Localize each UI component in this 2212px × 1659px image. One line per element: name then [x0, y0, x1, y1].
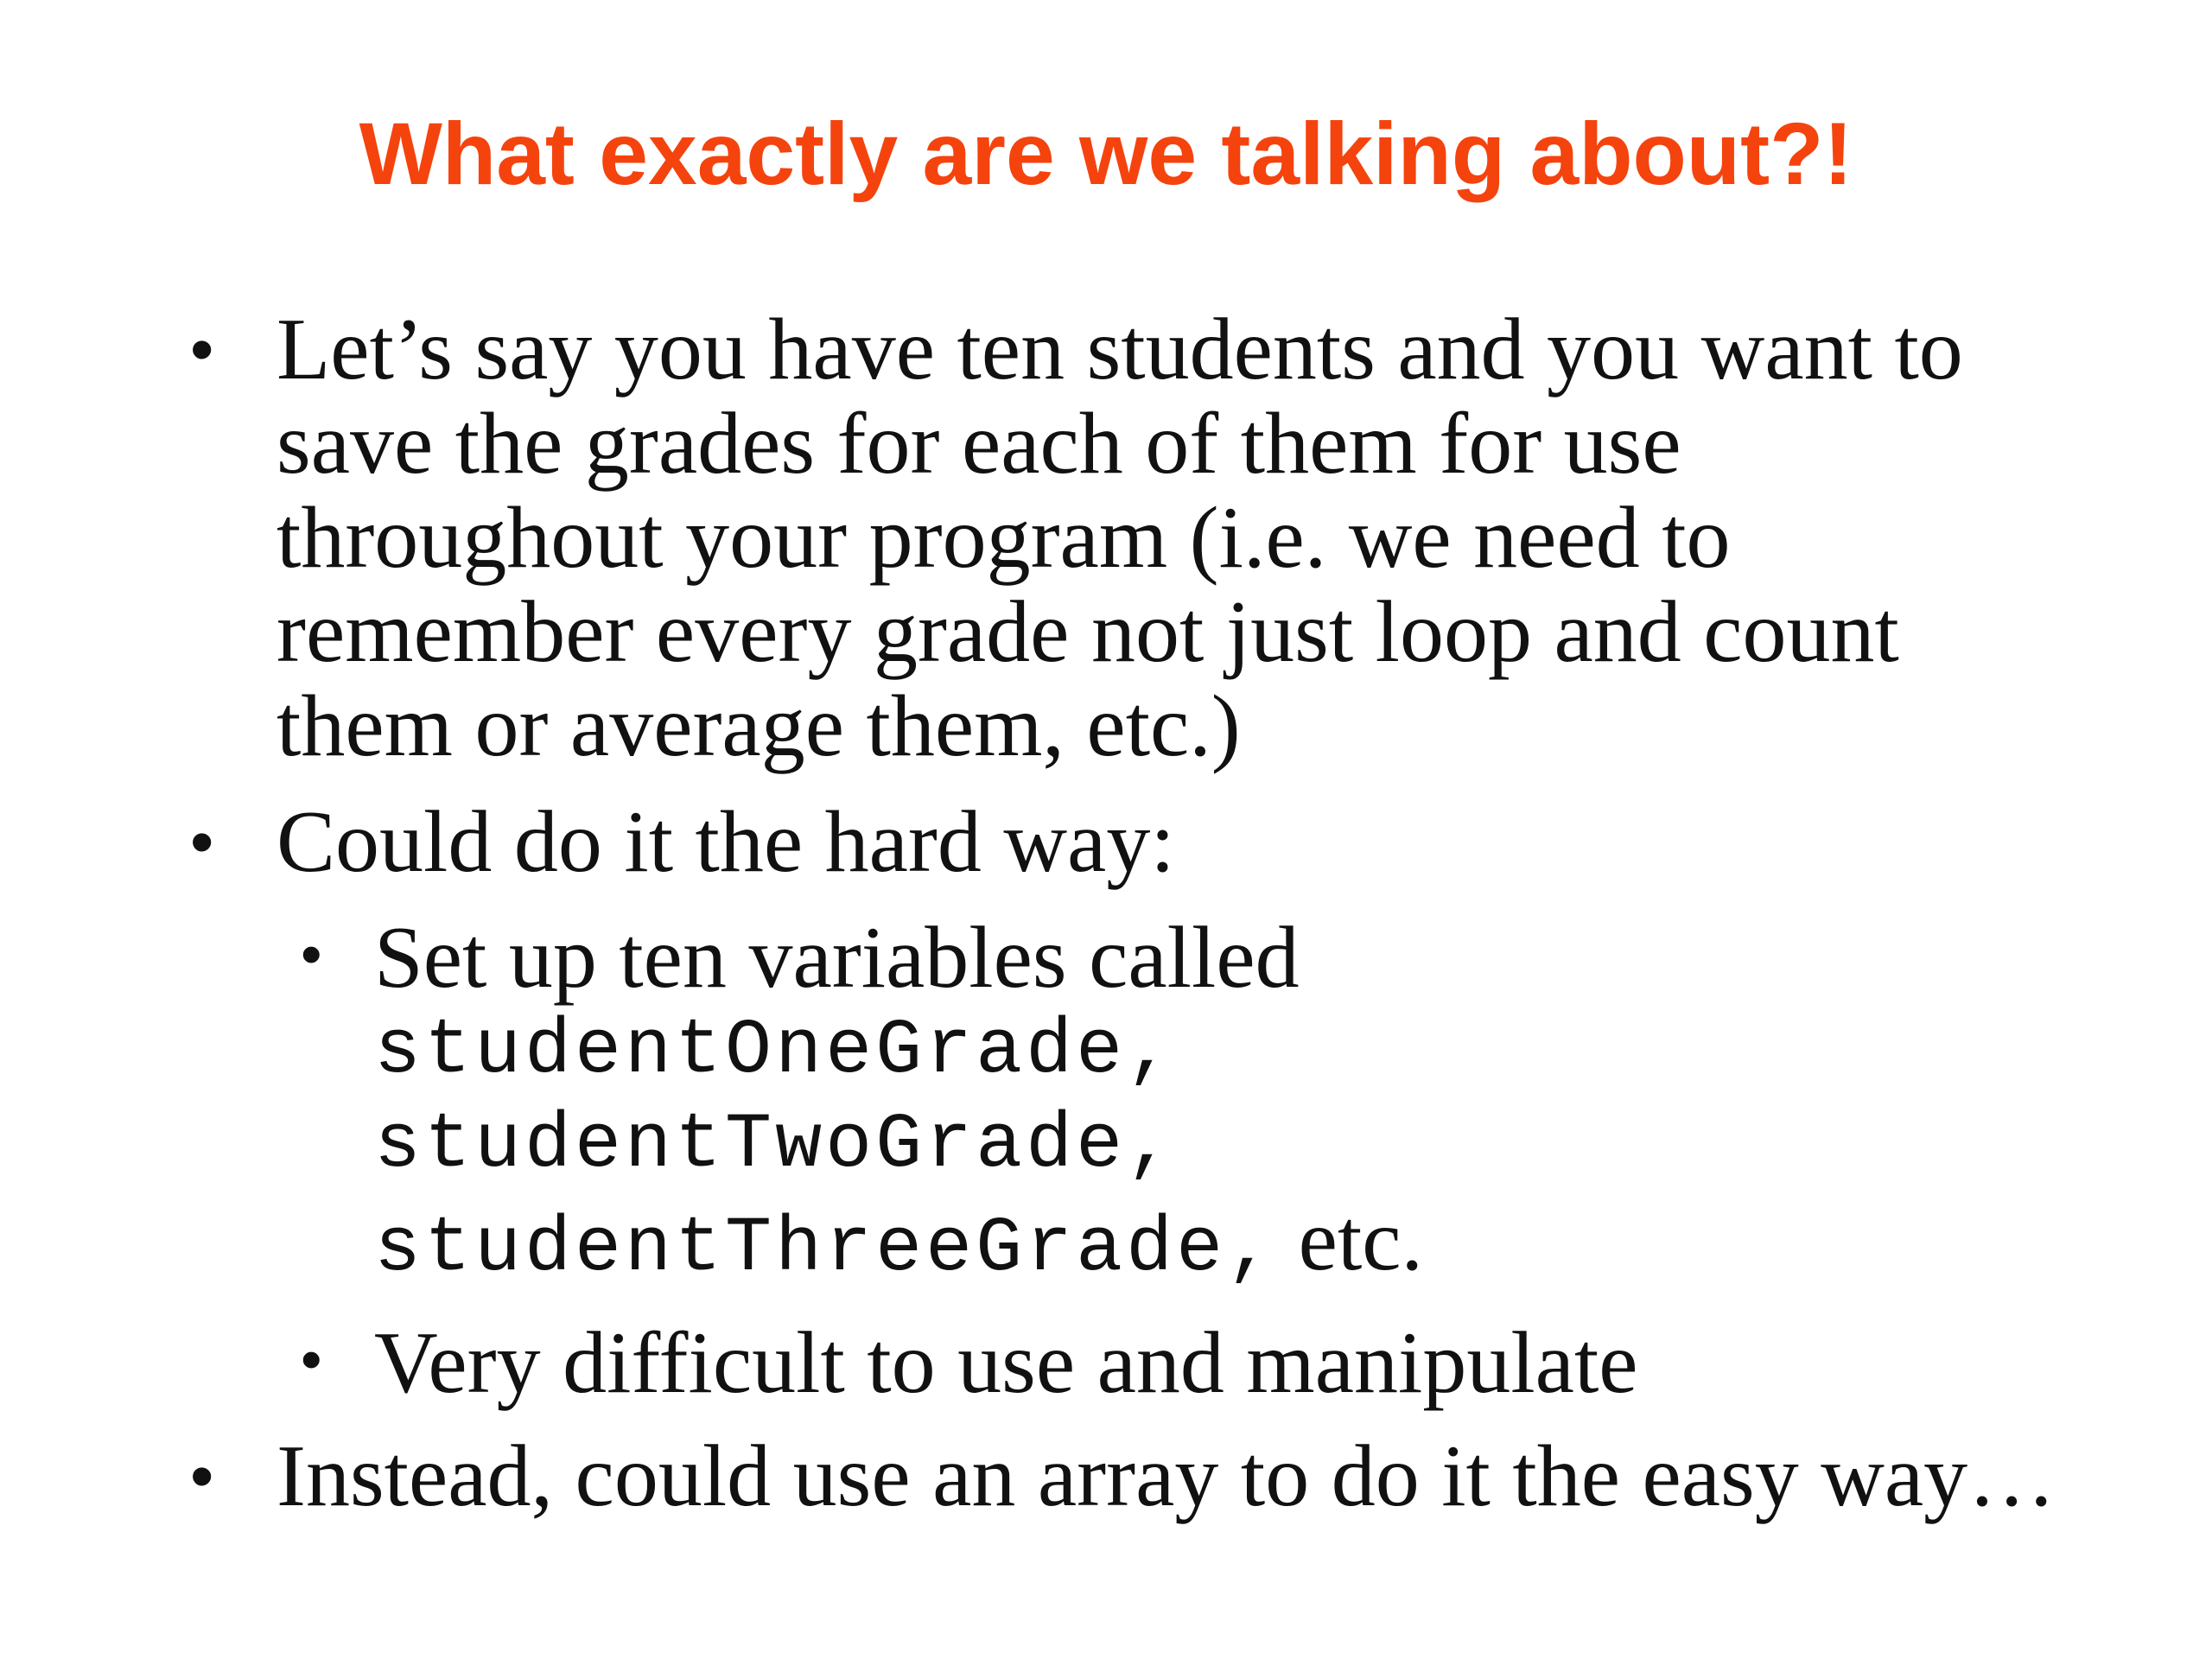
slide-content: [0, 302, 2212, 1545]
bullet-item: [0, 795, 2082, 889]
code-line-with-suffix: [374, 1192, 1424, 1294]
slide-title: What exactly are we talking about?!: [359, 105, 1853, 203]
bullet-dot-icon: •: [190, 1438, 214, 1514]
bullet-dot-icon: •: [301, 920, 322, 988]
bullet-dot-icon: •: [301, 1325, 322, 1393]
bullet-text: Let’s say you have ten students and you want to save the grades for each of them for use throughout your program (i.e. we need to remember every grade not just loop and count them or average them, etc.): [276, 301, 1963, 775]
sub-bullet-item: [0, 1316, 2016, 1410]
bullet-dot-icon: •: [190, 311, 214, 387]
bullet-item: [0, 1429, 2082, 1523]
sub-bullet-text: Very difficult to use and manipulate: [374, 1314, 1638, 1412]
bullet-text: Instead, could use an array to do it the easy way…: [276, 1427, 2056, 1525]
sub-bullet-item: [0, 911, 2016, 1297]
sub-bullet-text: Set up ten variables called: [374, 909, 1300, 1007]
sub-bullet-suffix: etc.: [1276, 1192, 1424, 1289]
bullet-dot-icon: •: [190, 804, 214, 880]
bullet-text: Could do it the hard way:: [276, 793, 1175, 891]
bullet-item: [0, 302, 2082, 773]
code-variable-name: studentTwoGrade,: [374, 1102, 1177, 1190]
code-variable-name: studentOneGrade,: [374, 1007, 1177, 1096]
code-variable-name: studentThreeGrade,: [374, 1205, 1277, 1294]
